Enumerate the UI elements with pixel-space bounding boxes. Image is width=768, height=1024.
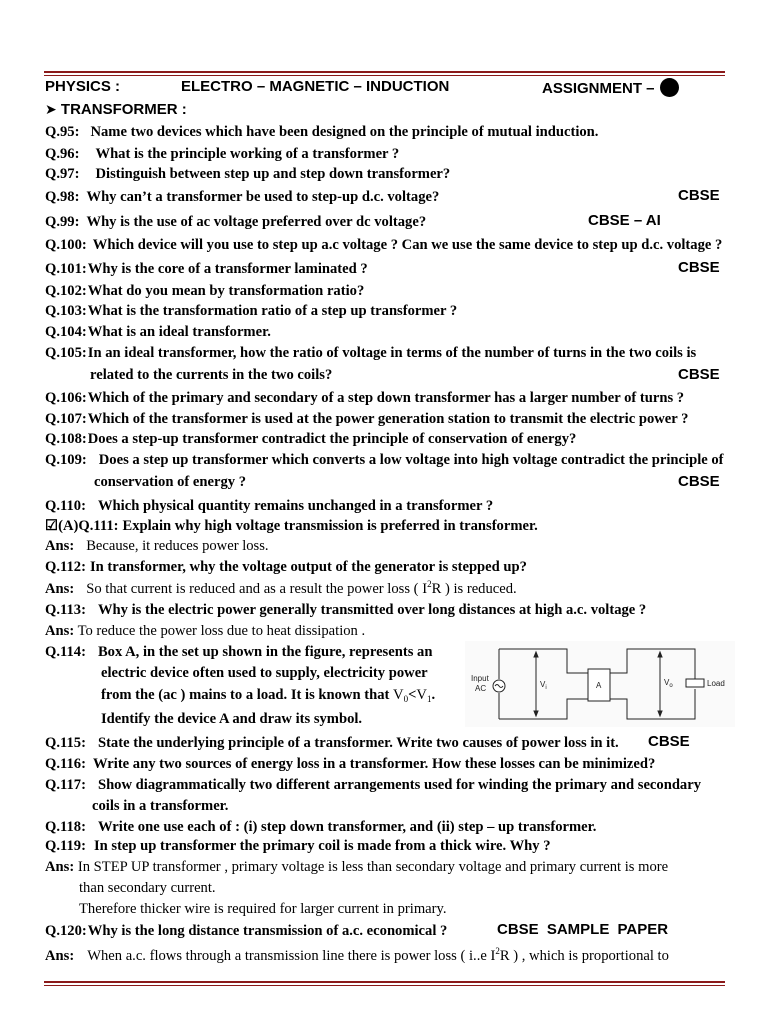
q-text: Does a step-up transformer contradict the principle of conservation of energy? bbox=[87, 431, 577, 447]
q-text: Which device will you use to step up a.c voltage ? Can we use the same device to step up d.c. voltage ? bbox=[92, 237, 723, 253]
q-text: Why can’t a transformer be used to step-up d.c. voltage? bbox=[86, 189, 440, 205]
question-117 bbox=[45, 776, 701, 794]
q-number: Q.97: bbox=[45, 166, 80, 182]
section-heading bbox=[45, 101, 187, 118]
question-111 bbox=[45, 517, 538, 535]
v0-subscript: 0 bbox=[403, 694, 409, 704]
question-100 bbox=[45, 236, 722, 254]
vo-sub: o bbox=[669, 683, 673, 689]
question-109 bbox=[45, 451, 724, 469]
q-number: Q.104: bbox=[45, 324, 87, 340]
top-rule-2 bbox=[44, 75, 725, 76]
question-95 bbox=[45, 123, 598, 141]
vi-sub: i bbox=[545, 685, 547, 691]
arrow-icon: ➤ bbox=[45, 101, 57, 117]
ans-text: To reduce the power loss due to heat dissipation . bbox=[77, 623, 366, 639]
header-assignment bbox=[542, 78, 679, 97]
ans-label: Ans: bbox=[45, 581, 75, 597]
question-114 bbox=[45, 643, 432, 661]
q-number: Q.98: bbox=[45, 189, 80, 205]
question-106 bbox=[45, 389, 684, 407]
q-number: Q.105: bbox=[45, 345, 87, 361]
ans-label: Ans: bbox=[45, 859, 75, 875]
q-text: In transformer, why the voltage output of the generator is stepped up? bbox=[89, 559, 527, 575]
q-text: Does a step up transformer which converts a low voltage into high voltage contradict the principle of bbox=[98, 452, 724, 468]
q-number: Q.107: bbox=[45, 411, 87, 427]
ans-superscript: 2 bbox=[427, 579, 432, 589]
q-number: Q.110: bbox=[45, 498, 86, 514]
question-112 bbox=[45, 558, 527, 576]
q-text: Which of the transformer is used at the power generation station to transmit the electric power ? bbox=[87, 411, 689, 427]
q-text: What do you mean by transformation ratio? bbox=[87, 283, 365, 299]
question-99 bbox=[45, 213, 426, 231]
question-109-cont: conservation of energy ? bbox=[94, 474, 246, 490]
question-98 bbox=[45, 188, 439, 206]
q-number: Q.113: bbox=[45, 602, 86, 618]
q-text: Why is the core of a transformer laminated ? bbox=[87, 261, 368, 277]
ans-superscript: 2 bbox=[495, 946, 500, 956]
question-101 bbox=[45, 260, 368, 278]
vo-label bbox=[664, 678, 673, 689]
q-number: Q.115: bbox=[45, 735, 86, 751]
ans-symbol: I bbox=[490, 948, 496, 964]
q-text: Write any two sources of energy loss in a transformer. How these losses can be minimized? bbox=[92, 756, 656, 772]
vi-subscript: 1 bbox=[426, 694, 432, 704]
answer-119 bbox=[45, 858, 668, 876]
redacted-number-dot bbox=[660, 78, 679, 97]
ans-symbol: R bbox=[431, 581, 442, 597]
question-105-cont: related to the currents in the two coils? bbox=[90, 367, 333, 383]
ans-label: Ans: bbox=[45, 538, 75, 554]
q-text: In an ideal transformer, how the ratio of voltage in terms of the number of turns in the two coils is bbox=[87, 345, 697, 361]
tag-cbse: CBSE bbox=[678, 366, 720, 383]
question-113 bbox=[45, 601, 646, 619]
question-104 bbox=[45, 323, 271, 341]
q-text: Why is the use of ac voltage preferred over dc voltage? bbox=[86, 214, 427, 230]
q-number: Q.95: bbox=[45, 124, 80, 140]
q-text: Explain why high voltage transmission is preferred in transformer. bbox=[122, 518, 538, 534]
answer-119-line3: Therefore thicker wire is required for larger current in primary. bbox=[79, 901, 447, 917]
q-text: In step up transformer the primary coil is made from a thick wire. Why ? bbox=[93, 838, 551, 854]
ans-text: In STEP UP transformer , primary voltage is less than secondary voltage and primary current is more bbox=[77, 859, 669, 875]
header-subject: PHYSICS : bbox=[45, 78, 121, 95]
q-text: Distinguish between step up and step down transformer? bbox=[95, 166, 451, 182]
q-text: Write one use each of : (i) step down transformer, and (ii) step – up transformer. bbox=[97, 819, 597, 835]
q-text: from the (ac ) mains to a load. It is known that bbox=[101, 687, 390, 703]
circuit-diagram bbox=[465, 641, 735, 727]
vi-label bbox=[540, 680, 547, 691]
tag-cbse-sample-paper: CBSE SAMPLE PAPER bbox=[497, 921, 669, 938]
q-number: ☑(A)Q.111: bbox=[45, 518, 119, 534]
section-title: TRANSFORMER : bbox=[60, 101, 187, 118]
question-97 bbox=[45, 165, 450, 183]
q-number: Q.99: bbox=[45, 214, 80, 230]
q-number: Q.109: bbox=[45, 452, 87, 468]
box-a-label: A bbox=[596, 681, 602, 690]
q-text: What is an ideal transformer. bbox=[87, 324, 271, 340]
bottom-rule-1 bbox=[44, 981, 725, 983]
q-text: Which of the primary and secondary of a step down transformer has a larger number of turns ? bbox=[87, 390, 685, 406]
answer-120 bbox=[45, 947, 669, 965]
q-text: Why is the long distance transmission of a.c. economical ? bbox=[87, 923, 448, 939]
question-114-line4: Identify the device A and draw its symbol. bbox=[101, 711, 363, 727]
tag-cbse: CBSE bbox=[648, 733, 690, 750]
q-number: Q.112: bbox=[45, 559, 86, 575]
question-105 bbox=[45, 344, 696, 362]
answer-113 bbox=[45, 622, 365, 640]
q-number: Q.106: bbox=[45, 390, 87, 406]
q-number: Q.120: bbox=[45, 923, 87, 939]
q-text: What is the transformation ratio of a step up transformer ? bbox=[87, 303, 458, 319]
answer-112 bbox=[45, 580, 517, 598]
assignment-label: ASSIGNMENT – bbox=[542, 80, 655, 97]
question-114-line3 bbox=[101, 686, 435, 704]
q-number: Q.100: bbox=[45, 237, 87, 253]
q-number: Q.108: bbox=[45, 431, 87, 447]
q-number: Q.116: bbox=[45, 756, 86, 772]
period: . bbox=[431, 687, 436, 703]
question-110 bbox=[45, 497, 493, 515]
question-107 bbox=[45, 410, 688, 428]
q-text: Box A, in the set up shown in the figure, represents an bbox=[97, 644, 433, 660]
q-number: Q.103: bbox=[45, 303, 87, 319]
q-number: Q.117: bbox=[45, 777, 86, 793]
question-103 bbox=[45, 302, 457, 320]
ans-symbol: I bbox=[422, 581, 428, 597]
tag-cbse: CBSE bbox=[678, 473, 720, 490]
vi-letter: V bbox=[540, 680, 546, 689]
ans-symbol: R bbox=[499, 948, 510, 964]
vi-symbol: V bbox=[416, 687, 427, 703]
question-115 bbox=[45, 734, 619, 752]
v0-symbol: V bbox=[393, 687, 404, 703]
q-text: Why is the electric power generally transmitted over long distances at high a.c. voltage ? bbox=[97, 602, 647, 618]
question-117-cont: coils in a transformer. bbox=[92, 798, 229, 814]
tag-cbse: CBSE bbox=[678, 187, 720, 204]
ans-text: When a.c. flows through a transmission line there is power loss ( i..e bbox=[87, 948, 487, 964]
transformer-figure bbox=[465, 641, 735, 727]
answer-119-line2: than secondary current. bbox=[79, 880, 216, 896]
q-number: Q.101: bbox=[45, 261, 87, 277]
less-than: < bbox=[408, 687, 417, 703]
q-text: Show diagrammatically two different arrangements used for winding the primary and secondary bbox=[97, 777, 702, 793]
answer-111 bbox=[45, 537, 269, 555]
ans-text: ) , which is proportional to bbox=[513, 948, 669, 964]
question-108 bbox=[45, 430, 576, 448]
header-chapter: ELECTRO – MAGNETIC – INDUCTION bbox=[181, 78, 450, 95]
question-102 bbox=[45, 282, 364, 300]
ans-text: Because, it reduces power loss. bbox=[86, 538, 269, 554]
question-120 bbox=[45, 922, 447, 940]
vo-letter: V bbox=[664, 678, 670, 687]
q-number: Q.119: bbox=[45, 838, 86, 854]
ans-label: Ans: bbox=[45, 623, 75, 639]
tag-cbse: CBSE bbox=[678, 259, 720, 276]
q-text: Which physical quantity remains unchanged in a transformer ? bbox=[97, 498, 494, 514]
question-96 bbox=[45, 145, 399, 163]
question-119 bbox=[45, 837, 551, 855]
q-number: Q.118: bbox=[45, 819, 86, 835]
tag-cbse-ai: CBSE – AI bbox=[588, 212, 661, 229]
ac-label: AC bbox=[475, 684, 487, 693]
ans-text: ) is reduced. bbox=[444, 581, 517, 597]
q-number: Q.102: bbox=[45, 283, 87, 299]
q-text: What is the principle working of a transformer ? bbox=[95, 146, 400, 162]
question-118 bbox=[45, 818, 596, 836]
q-text: State the underlying principle of a transformer. Write two causes of power loss in it. bbox=[97, 735, 619, 751]
q-number: Q.96: bbox=[45, 146, 80, 162]
input-label: Input bbox=[471, 674, 489, 683]
question-114-line2: electric device often used to supply, electricity power bbox=[101, 665, 428, 681]
q-number: Q.114: bbox=[45, 644, 86, 660]
question-116 bbox=[45, 755, 655, 773]
ans-label: Ans: bbox=[45, 948, 75, 964]
ans-text: So that current is reduced and as a result the power loss ( bbox=[86, 581, 419, 597]
q-text: Name two devices which have been designed on the principle of mutual induction. bbox=[90, 124, 599, 140]
load-label: Load bbox=[707, 679, 725, 688]
bottom-rule-2 bbox=[44, 985, 725, 986]
top-rule-1 bbox=[44, 71, 725, 73]
